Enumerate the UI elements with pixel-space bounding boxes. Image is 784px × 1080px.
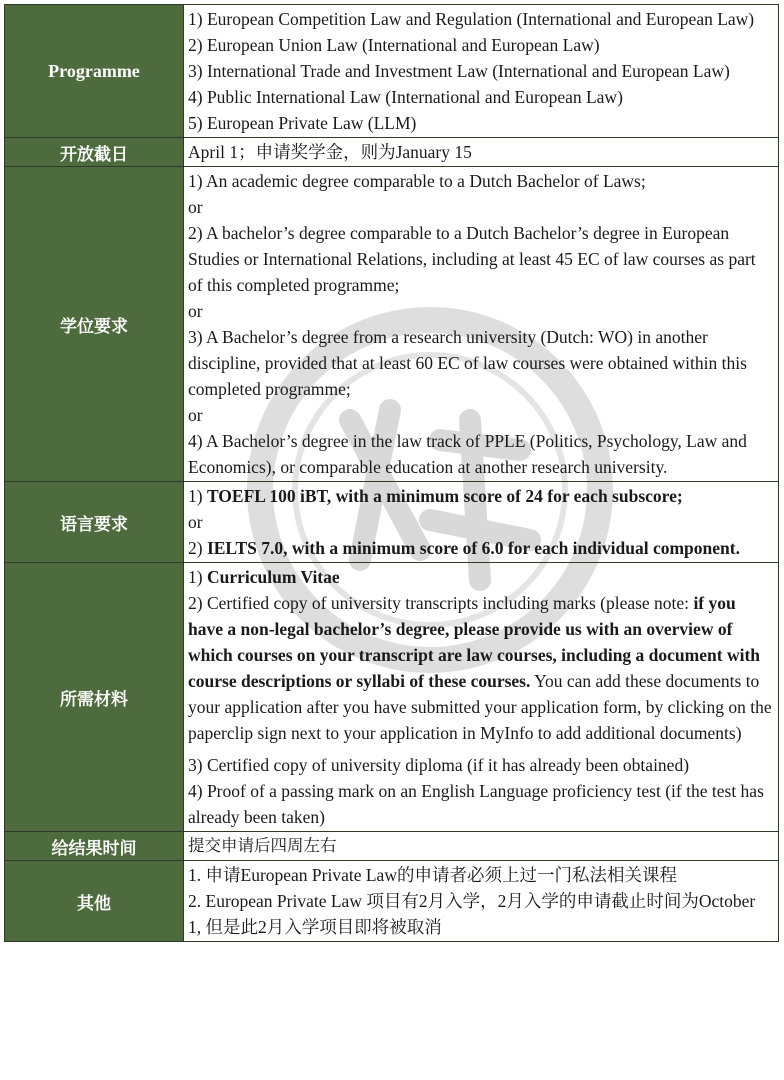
row-degree <box>5 167 779 482</box>
other-item: 2. European Private Law 项目有2月入学，2月入学的申请截止时间为October 1, 但是此2月入学项目即将被取消 <box>188 891 756 937</box>
transcripts-rest: You can add these documents to your application after you have submitted your application form, by clicking on the paperclip sign next to your application in MyInfo to add additional documents) <box>188 671 772 743</box>
row-materials <box>5 563 779 832</box>
degree-item: 4) A Bachelor’s degree in the law track of PPLE (Politics, Psychology, Law and Economics), or comparable education at another research university. <box>188 431 747 477</box>
programme-item: 5) European Private Law (LLM) <box>188 113 417 133</box>
materials-item-diploma: 3) Certified copy of university diploma (if it has already been obtained) <box>188 755 690 775</box>
programme-item: 4) Public International Law (International and European Law) <box>188 87 623 107</box>
label-degree: 学位要求 <box>5 167 184 482</box>
content-language <box>184 482 779 563</box>
degree-item: 2) A bachelor’s degree comparable to a Dutch Bachelor’s degree in European Studies or International Relations, including at least 45 EC of law courses as part of this completed programme; <box>188 223 756 295</box>
programme-item: 2) European Union Law (International and European Law) <box>188 35 600 55</box>
row-language <box>5 482 779 563</box>
label-materials: 所需材料 <box>5 563 184 832</box>
row-other <box>5 861 779 942</box>
cv-requirement: Curriculum Vitae <box>206 567 340 587</box>
label-programme: Programme <box>5 5 184 138</box>
materials-prefix: 1) <box>188 567 207 587</box>
result-time-text: 提交申请后四周左右 <box>188 836 337 855</box>
programme-item: 3) International Trade and Investment Law (International and European Law) <box>188 61 730 81</box>
content-materials <box>184 563 779 832</box>
degree-item: 1) An academic degree comparable to a Dutch Bachelor of Laws; <box>188 171 646 191</box>
materials-item-proficiency: 4) Proof of a passing mark on an English Language proficiency test (if the test has already been taken) <box>188 781 764 827</box>
language-prefix: 2) <box>188 538 207 558</box>
label-language: 语言要求 <box>5 482 184 563</box>
degree-or: or <box>188 405 203 425</box>
materials-item-transcripts <box>188 590 772 746</box>
row-programme <box>5 5 779 138</box>
programme-info-table <box>4 4 779 942</box>
deadline-text: April 1；申请奖学金，则为January 15 <box>188 142 472 162</box>
other-item: 1. 申请European Private Law的申请者必须上过一门私法相关课程 <box>188 865 677 885</box>
language-or: or <box>188 512 203 532</box>
content-programme <box>184 5 779 138</box>
degree-or: or <box>188 301 203 321</box>
row-deadline <box>5 138 779 167</box>
label-result-time: 给结果时间 <box>5 832 184 861</box>
content-other <box>184 861 779 942</box>
programme-item: 1) European Competition Law and Regulation (International and European Law) <box>188 9 755 29</box>
language-item-toefl <box>188 483 772 509</box>
materials-item-cv <box>188 564 772 590</box>
transcripts-note: if you have a non-legal bachelor’s degree, please provide us with an overview of which courses on your transcript are law courses, including a document with course descriptions or syllabi of these courses. <box>188 593 761 691</box>
row-result-time <box>5 832 779 861</box>
language-prefix: 1) <box>188 486 207 506</box>
content-deadline <box>184 138 779 167</box>
label-other: 其他 <box>5 861 184 942</box>
content-degree <box>184 167 779 482</box>
toefl-requirement: TOEFL 100 iBT, with a minimum score of 24 for each subscore; <box>206 486 683 506</box>
transcripts-intro: 2) Certified copy of university transcripts including marks (please note: <box>188 593 694 613</box>
degree-item: 3) A Bachelor’s degree from a research university (Dutch: WO) in another discipline, provided that at least 60 EC of law courses were obtained within this completed programme; <box>188 327 747 399</box>
content-result-time <box>184 832 779 861</box>
language-item-ielts <box>188 535 772 561</box>
degree-or: or <box>188 197 203 217</box>
label-deadline: 开放截日 <box>5 138 184 167</box>
ielts-requirement: IELTS 7.0, with a minimum score of 6.0 for each individual component. <box>206 538 740 558</box>
